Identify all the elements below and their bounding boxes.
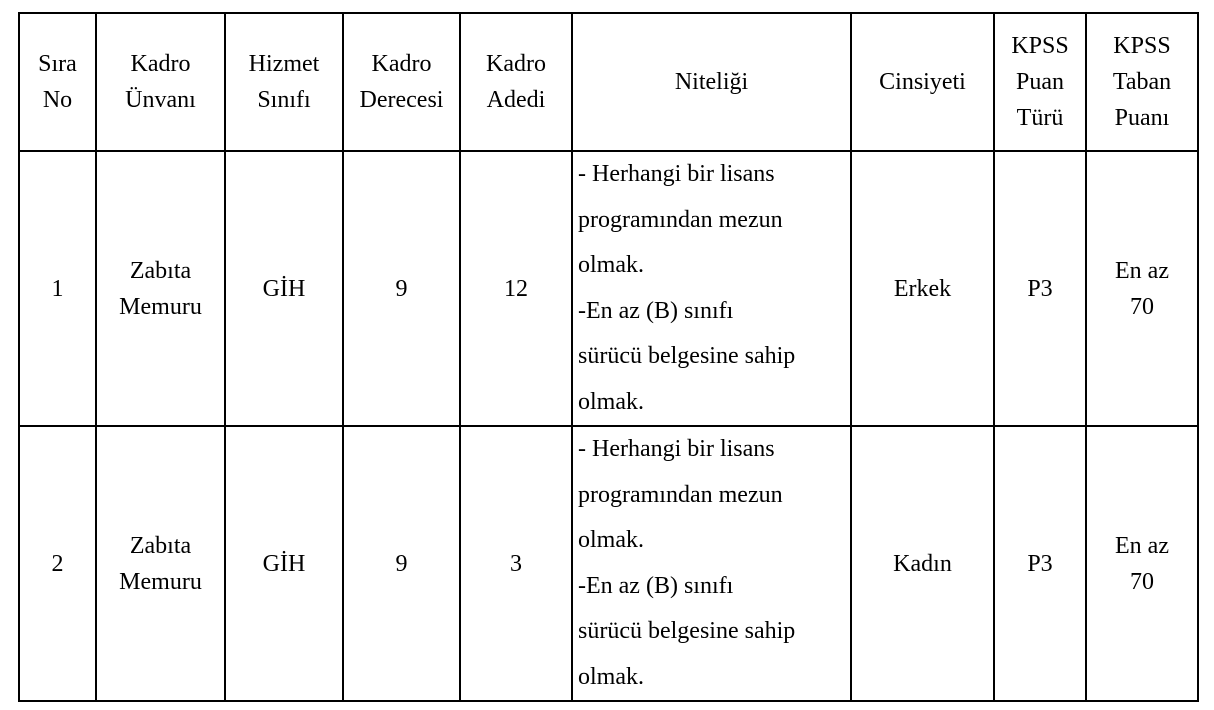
cell-kadro-adedi: 3 [460,426,572,701]
cell-kadro-derecesi: 9 [343,151,460,426]
cell-niteligi: - Herhangi bir lisans programından mezun olmak. -En az (B) sınıfı sürücü belgesine sahip olmak. [572,426,851,701]
cell-hizmet-sinifi: GİH [225,426,343,701]
cell-kpss-taban-puani: En az 70 [1086,426,1198,701]
header-kadro-derecesi: Kadro Derecesi [343,13,460,151]
cell-kpss-puan-turu: P3 [994,426,1086,701]
header-niteligi: Niteliği [572,13,851,151]
header-cinsiyeti: Cinsiyeti [851,13,994,151]
header-kpss-puan-turu: KPSS Puan Türü [994,13,1086,151]
header-sira-no: Sıra No [19,13,96,151]
cell-kpss-puan-turu: P3 [994,151,1086,426]
cell-niteligi: - Herhangi bir lisans programından mezun olmak. -En az (B) sınıfı sürücü belgesine sahip olmak. [572,151,851,426]
header-hizmet-sinifi: Hizmet Sınıfı [225,13,343,151]
cell-kadro-unvani: Zabıta Memuru [96,151,225,426]
cell-cinsiyeti: Kadın [851,426,994,701]
kadro-table [18,12,1199,702]
cell-kpss-taban-puani: En az 70 [1086,151,1198,426]
header-kadro-adedi: Kadro Adedi [460,13,572,151]
cell-kadro-adedi: 12 [460,151,572,426]
cell-cinsiyeti: Erkek [851,151,994,426]
cell-kadro-unvani: Zabıta Memuru [96,426,225,701]
cell-sira-no: 2 [19,426,96,701]
table-row [19,151,1198,426]
cell-hizmet-sinifi: GİH [225,151,343,426]
cell-sira-no: 1 [19,151,96,426]
header-kpss-taban-puani: KPSS Taban Puanı [1086,13,1198,151]
header-kadro-unvani: Kadro Ünvanı [96,13,225,151]
table-row [19,426,1198,701]
table-header-row [19,13,1198,151]
cell-kadro-derecesi: 9 [343,426,460,701]
